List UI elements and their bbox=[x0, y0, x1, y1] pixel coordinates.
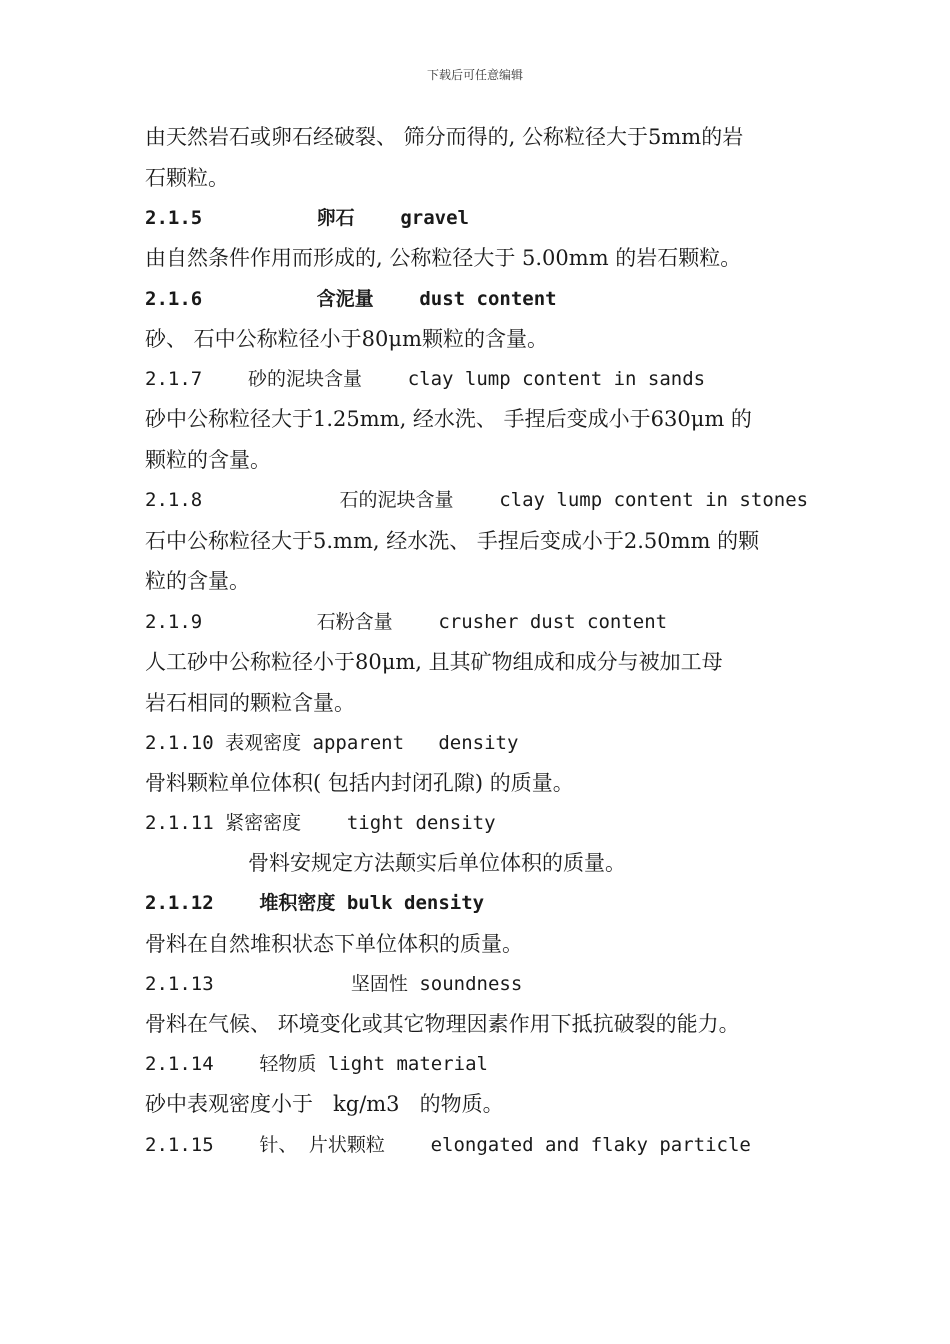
term-heading: 2.1.9 石粉含量 crusher dust content bbox=[145, 611, 668, 633]
text-line: 颗粒的含量。 bbox=[145, 448, 271, 472]
text-line: 骨料颗粒单位体积( 包括内封闭孔隙) 的质量。 bbox=[145, 771, 574, 795]
text-line: 骨料安规定方法颠实后单位体积的质量。 bbox=[248, 851, 626, 875]
text-line: 由自然条件作用而形成的, 公称粒径大于 5.00mm 的岩石颗粒。 bbox=[145, 246, 742, 270]
text-line: 砂中表观密度小于 kg/m3 的物质。 bbox=[145, 1092, 504, 1116]
term-heading: 2.1.13 坚固性 soundness bbox=[145, 973, 523, 995]
text-line: 人工砂中公称粒径小于80μm, 且其矿物组成和成分与被加工母 bbox=[145, 650, 723, 674]
text-line: 骨料在气候、 环境变化或其它物理因素作用下抵抗破裂的能力。 bbox=[145, 1012, 740, 1036]
text-line: 粒的含量。 bbox=[145, 569, 250, 593]
text-line: 砂中公称粒径大于1.25mm, 经水洗、 手捏后变成小于630μm 的 bbox=[145, 407, 752, 431]
text-line: 骨料在自然堆积状态下单位体积的质量。 bbox=[145, 932, 523, 956]
text-line: 砂、 石中公称粒径小于80μm颗粒的含量。 bbox=[145, 327, 548, 351]
text-line: 岩石相同的颗粒含量。 bbox=[145, 691, 355, 715]
term-heading: 2.1.7 砂的泥块含量 clay lump content in sands bbox=[145, 368, 706, 390]
term-heading: 2.1.12 堆积密度 bulk density bbox=[145, 892, 485, 914]
text-line: 石中公称粒径大于5.mm, 经水洗、 手捏后变成小于2.50mm 的颗 bbox=[145, 529, 760, 553]
term-heading: 2.1.15 针、 片状颗粒 elongated and flaky particle bbox=[145, 1134, 751, 1156]
text-line: 石颗粒。 bbox=[145, 166, 229, 190]
term-heading: 2.1.6 含泥量 dust content bbox=[145, 288, 557, 310]
text-line: 由天然岩石或卵石经破裂、 筛分而得的, 公称粒径大于5mm的岩 bbox=[145, 125, 744, 149]
term-heading: 2.1.11 紧密密度 tight density bbox=[145, 812, 496, 834]
term-heading: 2.1.8 石的泥块含量 clay lump content in stones bbox=[145, 489, 809, 511]
header-note: 下载后可任意编辑 bbox=[426, 68, 523, 82]
term-heading: 2.1.14 轻物质 light material bbox=[145, 1053, 488, 1075]
term-heading: 2.1.10 表观密度 apparent density bbox=[145, 732, 519, 754]
term-heading: 2.1.5 卵石 gravel bbox=[145, 207, 469, 229]
